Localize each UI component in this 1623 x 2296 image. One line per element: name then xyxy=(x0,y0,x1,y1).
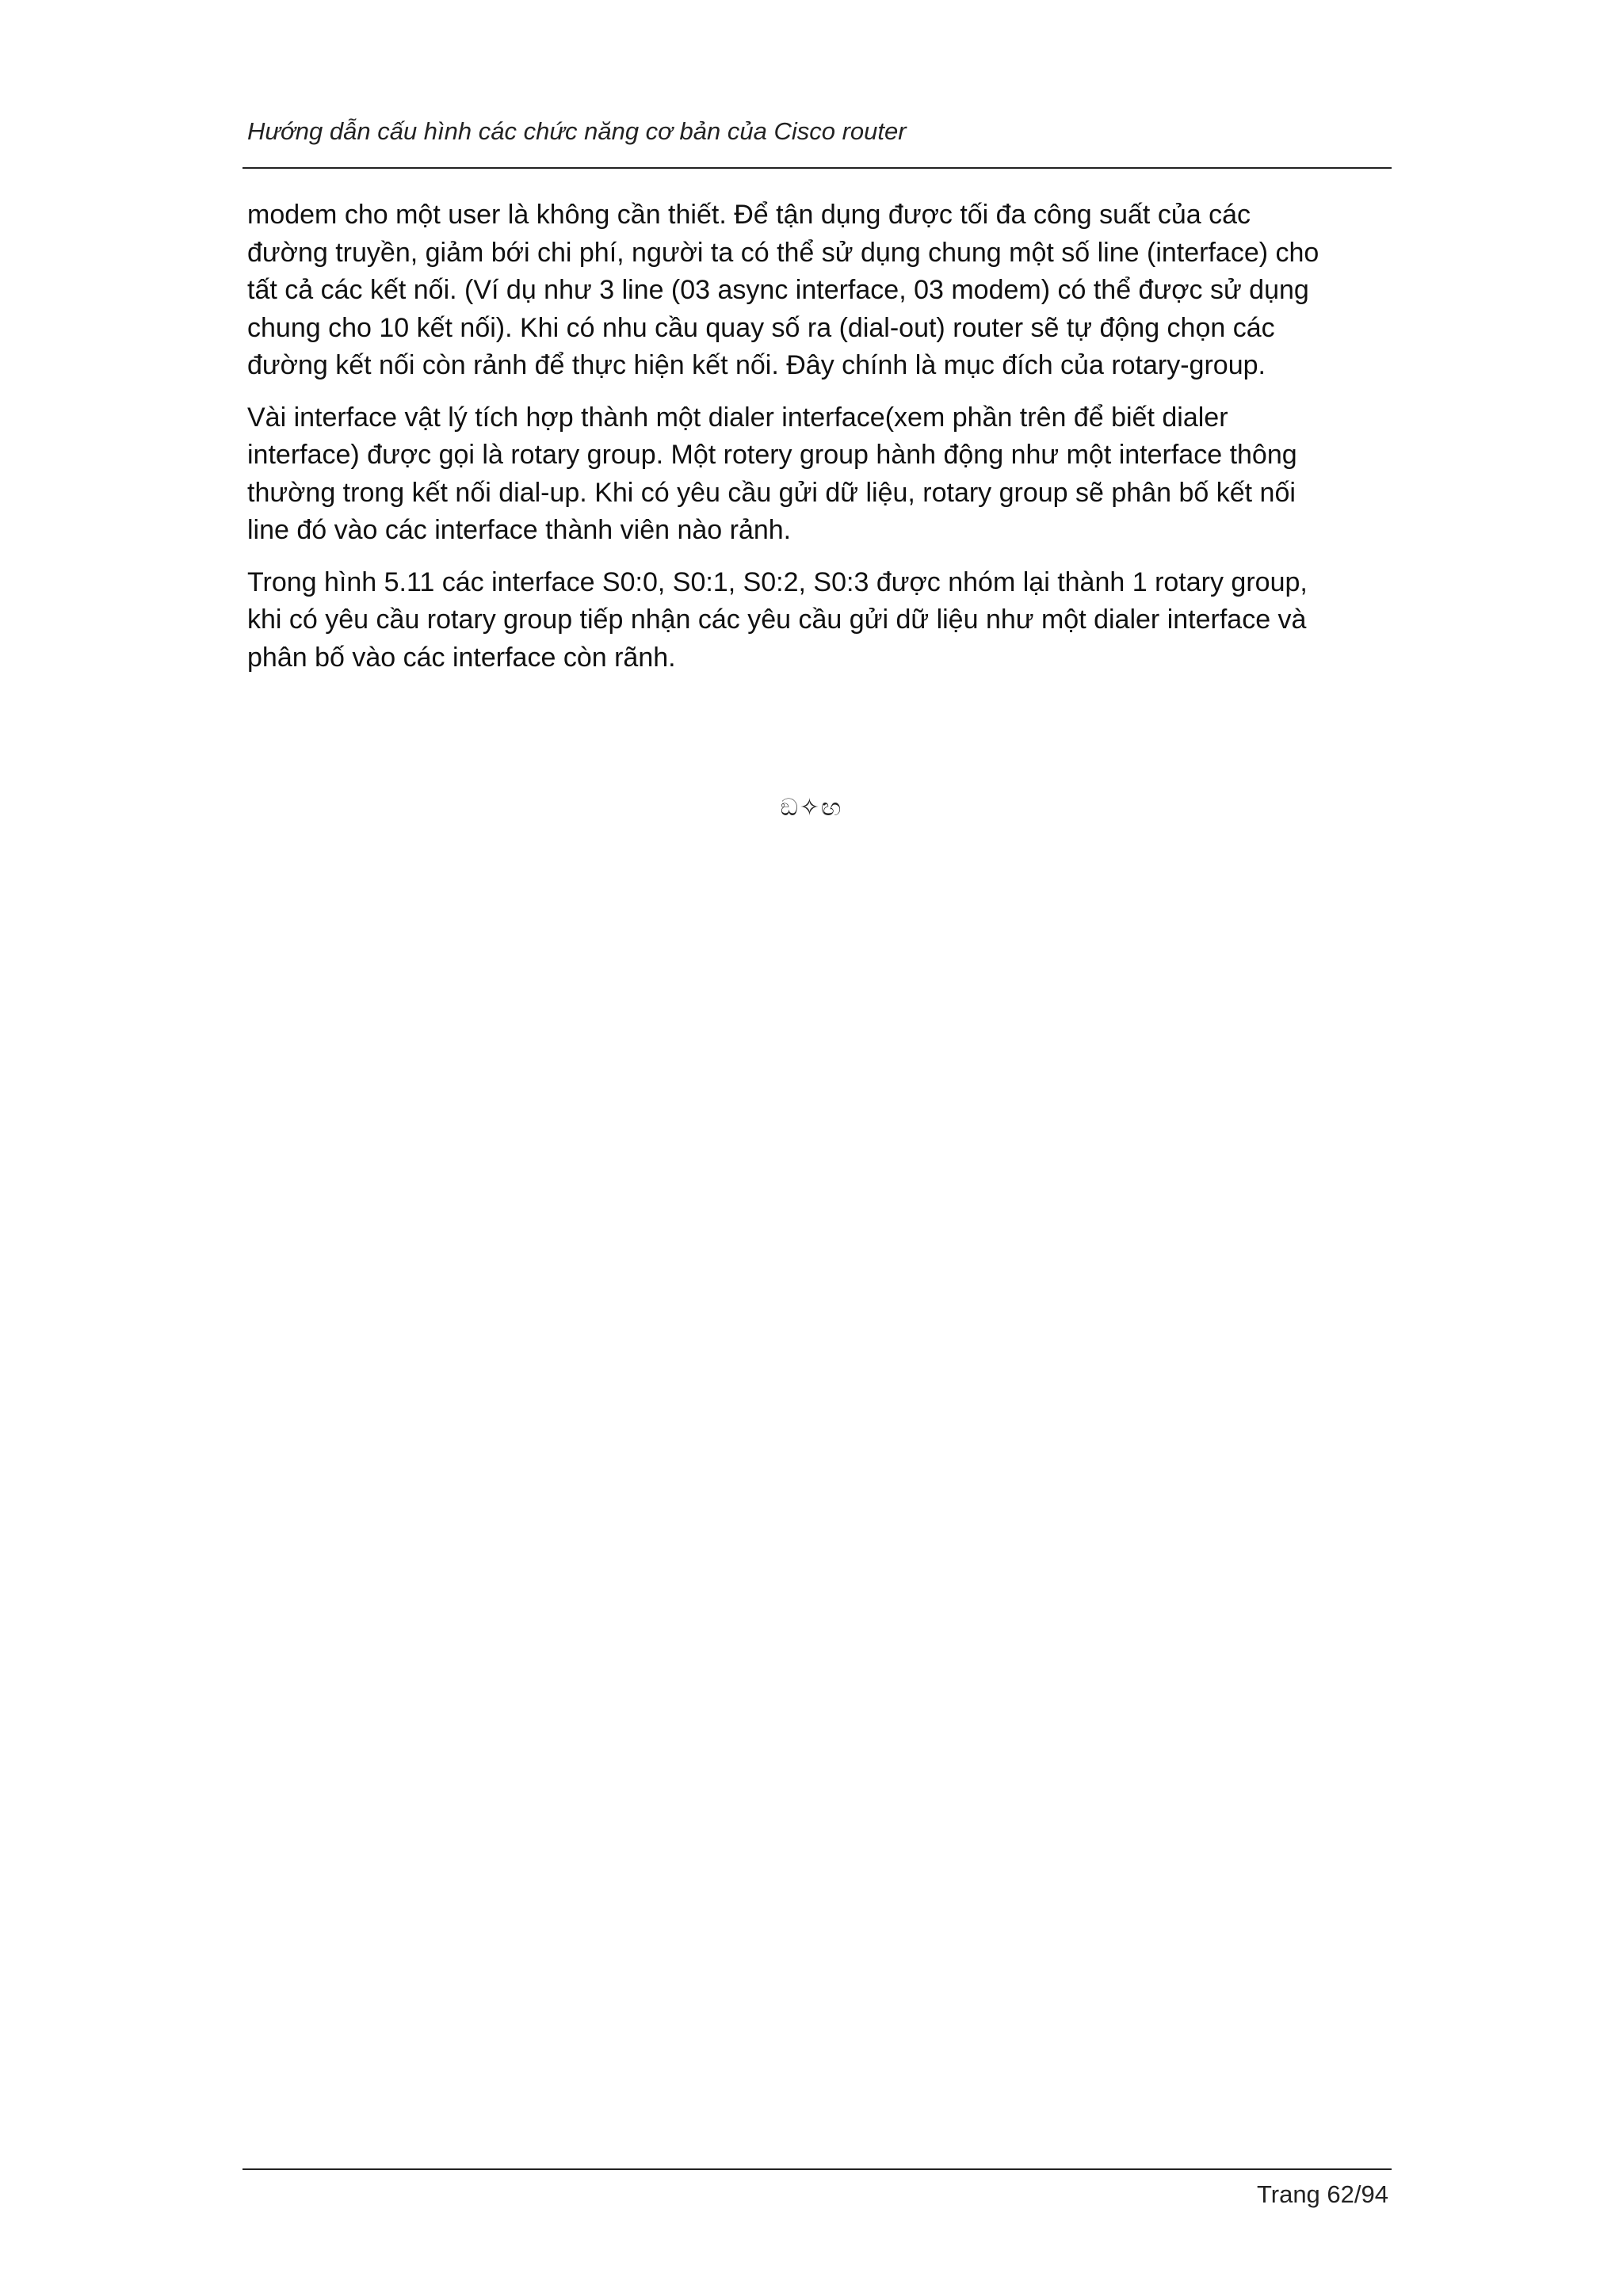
paragraph-rotary-intro: modem cho một user là không cần thiết. Để tận dụng được tối đa công suất của các đường truyền, giảm bới chi phí, người ta có thể sử dụng chung một số line (interface) cho tất cả các kết nối. (Ví dụ như 3 line (03 async interface, 03 modem) có thể được sử dụng chung cho 10 kết nối). Khi có nhu cầu quay số ra (dial-out) router sẽ tự động chọn các đường kết nối còn rảnh để thực hiện kết nối. Đây chính là mục đích của rotary-group. xyxy=(247,200,1319,380)
paragraph-rotary-definition: Vài interface vật lý tích hợp thành một dialer interface(xem phần trên để biết dialer interface) được gọi là rotary group. Một rotery group hành động như một interface thông thường trong kết nối dial-up. Khi có yêu cầu gửi dữ liệu, rotary group sẽ phân bố kết nối line đó vào các interface thành viên nào rảnh. xyxy=(247,402,1297,545)
running-header: Hướng dẫn cấu hình các chức năng cơ bản của Cisco router xyxy=(247,117,907,145)
page-number: Trang 62/94 xyxy=(1256,2180,1388,2208)
header-divider xyxy=(242,167,1392,169)
paragraph-figure-5-11: Trong hình 5.11 các interface S0:0, S0:1, S0:2, S0:3 được nhóm lại thành 1 rotary group, khi có yêu cầu rotary group tiếp nhận các yêu cầu gửi dữ liệu như một dialer interface và phân bố vào các interface còn rãnh. xyxy=(247,566,1308,673)
main-content xyxy=(247,196,1396,691)
section-end-ornament: ඞ✧ඟ xyxy=(780,794,843,822)
footer-divider xyxy=(242,2168,1392,2170)
